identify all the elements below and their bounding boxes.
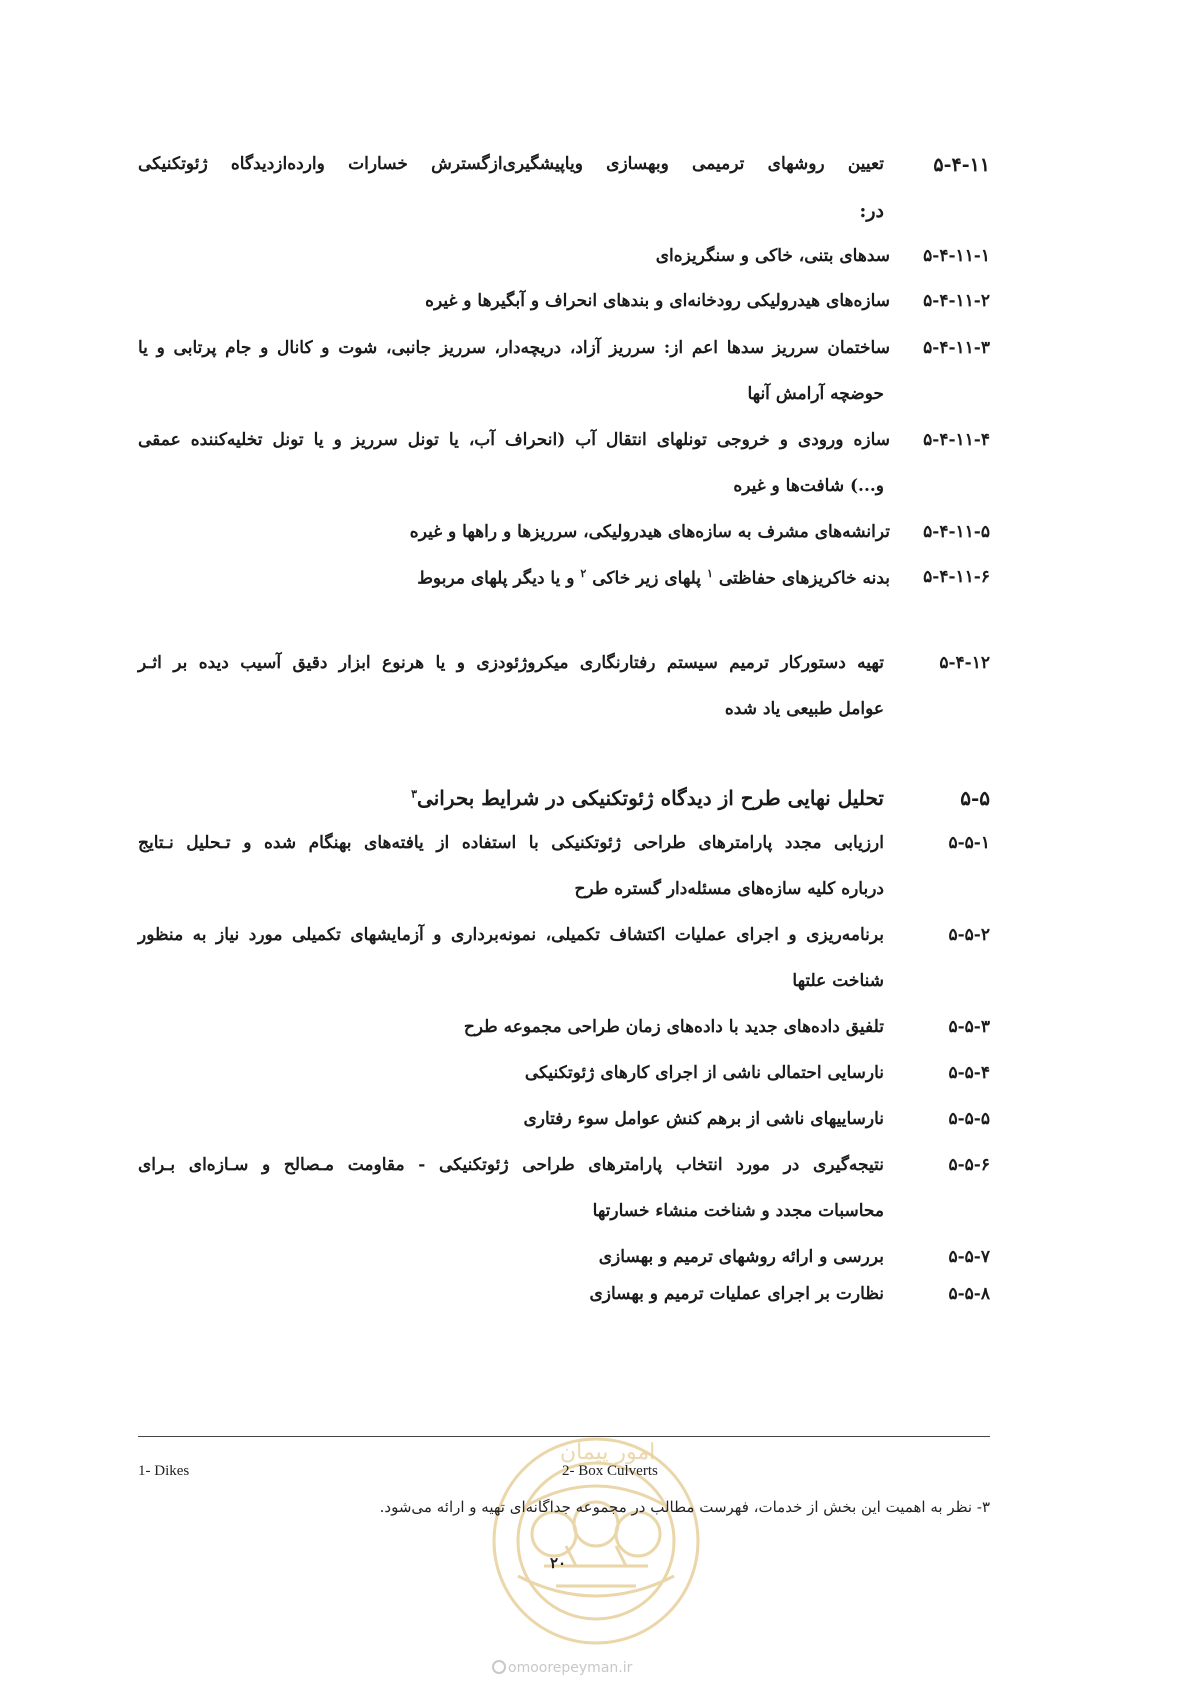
item-text-b: پلهای زیر خاکی [592, 568, 702, 589]
item-number: ۵-۴-۱۱-۳ [923, 338, 990, 358]
item-number: ۵-۵-۶ [948, 1155, 990, 1175]
item-text-cont: حوضچه آرامش آنها [747, 384, 884, 404]
section-number: ۵-۴-۱۲ [939, 653, 990, 673]
item-number: ۵-۴-۱۱-۶ [923, 567, 990, 587]
item-text-cont: شناخت علتها [792, 971, 884, 991]
item-text: سازه ورودی و خروجی تونلهای انتقال آب (انحراف آب، یا تونل سرریز و یا تونل تخلیه‌کننده عمقی [138, 430, 890, 450]
section-title [411, 786, 884, 810]
item-number: ۵-۵-۲ [948, 925, 990, 945]
item-text-c: و یا دیگر پلهای مربوط [417, 568, 575, 589]
section-text: تهیه دستورکار ترمیم سیستم رفتارنگاری میکروژئودزی و یا هرنوع ابزار دقیق آسیب دیده بر اثـر [138, 653, 884, 673]
item-text-cont: و...) شافت‌ها و غیره [733, 476, 884, 496]
footnote-ref-1: ۱ [706, 567, 713, 580]
section-title-text: تحلیل نهایی طرح از دیدگاه ژئوتکنیکی در شرایط بحرانی [417, 786, 884, 810]
section-heading-cont: در: [859, 200, 884, 222]
watermark-url-text: omoorepeyman.ir [508, 1660, 633, 1676]
item-number: ۵-۵-۷ [948, 1247, 990, 1267]
item-text: ساختمان سرریز سدها اعم از: سرریز آزاد، دریچه‌دار، سرریز جانبی، شوت و کانال و جام پرتابی و یا [138, 338, 890, 358]
item-text-cont: محاسبات مجدد و شناخت منشاء خسارتها [592, 1201, 884, 1221]
item-number: ۵-۴-۱۱-۲ [923, 291, 990, 311]
item-text: ارزیابی مجدد پارامترهای طراحی ژئوتکنیکی با استفاده از یافته‌های بهنگام شده و تـحلیل نـتایج [138, 833, 884, 853]
item-text: نظارت بر اجرای عملیات ترمیم و بهسازی [589, 1284, 884, 1304]
item-text: سدهای بتنی، خاکی و سنگریزه‌ای [655, 246, 890, 266]
section-number: ۵-۵ [960, 786, 990, 810]
item-number: ۵-۵-۵ [948, 1109, 990, 1129]
item-number: ۵-۵-۳ [948, 1017, 990, 1037]
item-text: ترانشه‌های مشرف به سازه‌های هیدرولیکی، سرریزها و راهها و غیره [409, 522, 890, 542]
section-heading: تعیین روشهای ترمیمی وبهسازی ویاپیشگیری‌ازگسترش خسارات وارده‌ازدیدگاه ژئوتکنیکی [138, 154, 884, 174]
watermark-seal-text: امور پیمان [560, 1440, 656, 1465]
item-text-a: بدنه خاکریزهای حفاظتی [718, 568, 890, 589]
page-number: ۲۰ [550, 1554, 567, 1572]
footnote-3: ۳- نظر به اهمیت این بخش از خدمات، فهرست مطالب در مجموعه جداگانه‌ای تهیه و ارائه می‌شود. [379, 1498, 990, 1516]
item-number: ۵-۴-۱۱-۴ [923, 430, 990, 450]
section-number: ۵-۴-۱۱ [933, 154, 990, 176]
footnote-ref-2: ۲ [580, 567, 587, 580]
item-text: برنامه‌ریزی و اجرای عملیات اکتشاف تکمیلی، نمونه‌برداری و آزمایشهای تکمیلی مورد نیاز به منظور [138, 925, 884, 945]
item-text: نارساییهای ناشی از برهم کنش عوامل سوء رفتاری [523, 1109, 884, 1129]
item-text: سازه‌های هیدرولیکی رودخانه‌ای و بندهای انحراف و آبگیرها و غیره [425, 291, 890, 311]
item-number: ۵-۵-۱ [948, 833, 990, 853]
item-text: نارسایی احتمالی ناشی از اجرای کارهای ژئوتکنیکی [524, 1063, 884, 1083]
item-text-cont: درباره کلیه سازه‌های مسئله‌دار گستره طرح [574, 879, 884, 899]
watermark-url [492, 1660, 632, 1676]
footnote-2: 2- Box Culverts [562, 1463, 658, 1479]
section-text-cont: عوامل طبیعی یاد شده [724, 699, 884, 719]
footnote-1: 1- Dikes [138, 1463, 190, 1479]
footnote-ref-3: ۳ [411, 787, 418, 801]
item-number: ۵-۵-۸ [948, 1284, 990, 1304]
watermark-logo-icon [492, 1660, 506, 1674]
item-number: ۵-۵-۴ [948, 1063, 990, 1083]
item-number: ۵-۴-۱۱-۱ [923, 246, 990, 266]
item-text [417, 567, 890, 589]
item-text: تلفیق داده‌های جدید با داده‌های زمان طراحی مجموعه طرح [463, 1017, 884, 1037]
item-number: ۵-۴-۱۱-۵ [923, 522, 990, 542]
item-text: بررسی و ارائه روشهای ترمیم و بهسازی [598, 1247, 884, 1267]
item-text: نتیجه‌گیری در مورد انتخاب پارامترهای طراحی ژئوتکنیکی - مقاومت مـصالح و سـازه‌ای بـرای [138, 1155, 884, 1175]
